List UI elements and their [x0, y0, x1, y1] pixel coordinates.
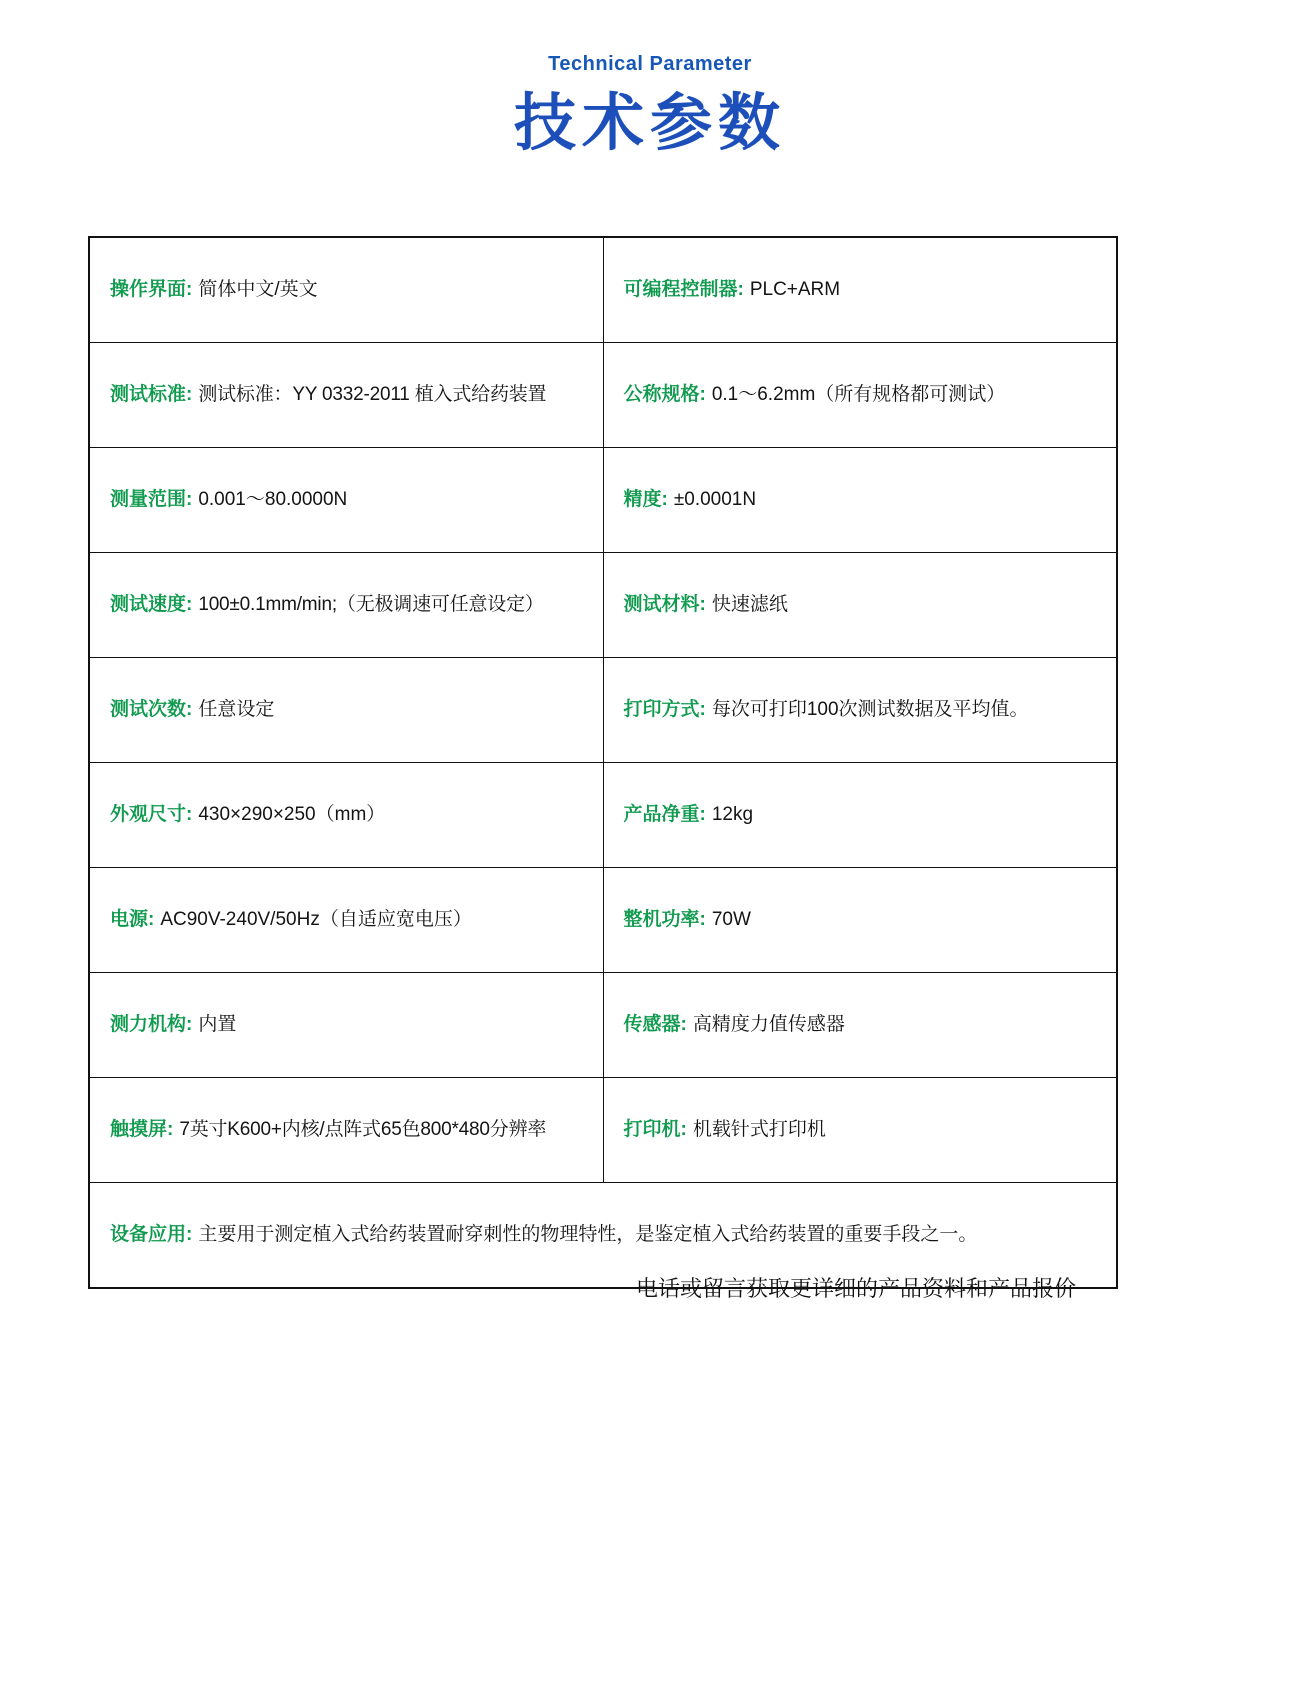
spec-cell	[89, 763, 603, 868]
spec-value: 测试标准：YY 0332-2011 植入式给药装置	[198, 384, 547, 406]
header-eyebrow: Technical Parameter	[548, 53, 752, 75]
table-row	[89, 237, 1117, 343]
spec-label: 传感器:	[623, 1014, 687, 1036]
spec-cell	[89, 973, 603, 1078]
table-row	[89, 763, 1117, 868]
spec-label: 测试速度:	[110, 594, 193, 616]
spec-table-container	[88, 236, 1118, 1289]
spec-cell	[89, 658, 603, 763]
spec-cell	[89, 237, 603, 343]
spec-label: 整机功率:	[623, 909, 706, 931]
spec-value: ±0.0001N	[673, 489, 757, 511]
spec-label: 可编程控制器:	[623, 279, 744, 301]
footer-text: 电话或留言获取更详细的产品资料和产品报价	[636, 1276, 1077, 1301]
spec-label: 操作界面:	[110, 279, 193, 301]
spec-label: 触摸屏:	[110, 1119, 174, 1141]
spec-cell	[603, 763, 1117, 868]
spec-value: PLC+ARM	[749, 279, 841, 301]
spec-cell	[89, 868, 603, 973]
spec-value: 每次可打印100次测试数据及平均值。	[711, 699, 1029, 721]
table-row	[89, 973, 1117, 1078]
table-row	[89, 658, 1117, 763]
page-title: 技术参数	[513, 89, 786, 158]
spec-label: 外观尺寸:	[110, 804, 193, 826]
spec-value: 简体中文/英文	[198, 279, 318, 301]
spec-cell	[603, 448, 1117, 553]
spec-cell	[89, 343, 603, 448]
spec-value: 任意设定	[198, 699, 275, 721]
spec-label: 测试次数:	[110, 699, 193, 721]
footer-divider	[88, 1287, 618, 1289]
spec-cell	[89, 553, 603, 658]
spec-value: 内置	[198, 1014, 237, 1036]
spec-label: 精度:	[623, 489, 668, 511]
page-header	[0, 0, 1300, 158]
spec-value: 7英寸K600+内核/点阵式65色800*480分辨率	[179, 1119, 547, 1141]
spec-value: 快速滤纸	[711, 594, 788, 616]
spec-label: 设备应用:	[110, 1224, 193, 1246]
spec-value: 430×290×250（mm）	[198, 804, 386, 826]
spec-label: 打印方式:	[623, 699, 706, 721]
spec-cell	[603, 1078, 1117, 1183]
spec-value: 0.1～6.2mm（所有规格都可测试）	[711, 384, 1006, 406]
spec-cell	[603, 868, 1117, 973]
spec-value: 机载针式打印机	[692, 1119, 826, 1141]
spec-cell	[603, 658, 1117, 763]
spec-value: 0.001～80.0000N	[198, 489, 348, 511]
spec-table	[88, 236, 1118, 1289]
spec-value: 70W	[711, 909, 751, 931]
spec-label: 测力机构:	[110, 1014, 193, 1036]
spec-cell	[603, 343, 1117, 448]
spec-value: 100±0.1mm/min;（无极调速可任意设定）	[198, 594, 544, 616]
table-row	[89, 553, 1117, 658]
spec-label: 电源:	[110, 909, 155, 931]
spec-cell	[89, 1078, 603, 1183]
spec-value: 主要用于测定植入式给药装置耐穿刺性的物理特性，是鉴定植入式给药装置的重要手段之一。	[198, 1224, 978, 1246]
spec-value: AC90V-240V/50Hz（自适应宽电压）	[160, 909, 472, 931]
spec-value: 高精度力值传感器	[692, 1014, 845, 1036]
spec-label: 测试标准:	[110, 384, 193, 406]
table-row	[89, 1078, 1117, 1183]
spec-label: 测量范围:	[110, 489, 193, 511]
spec-cell	[603, 237, 1117, 343]
spec-label: 测试材料:	[623, 594, 706, 616]
table-row	[89, 868, 1117, 973]
page-footer	[88, 1272, 1118, 1303]
table-row	[89, 448, 1117, 553]
spec-cell	[603, 973, 1117, 1078]
spec-value: 12kg	[711, 804, 754, 826]
table-row	[89, 343, 1117, 448]
spec-cell	[603, 553, 1117, 658]
spec-label: 产品净重:	[623, 804, 706, 826]
spec-cell	[89, 448, 603, 553]
spec-label: 打印机:	[623, 1119, 687, 1141]
spec-label: 公称规格:	[623, 384, 706, 406]
